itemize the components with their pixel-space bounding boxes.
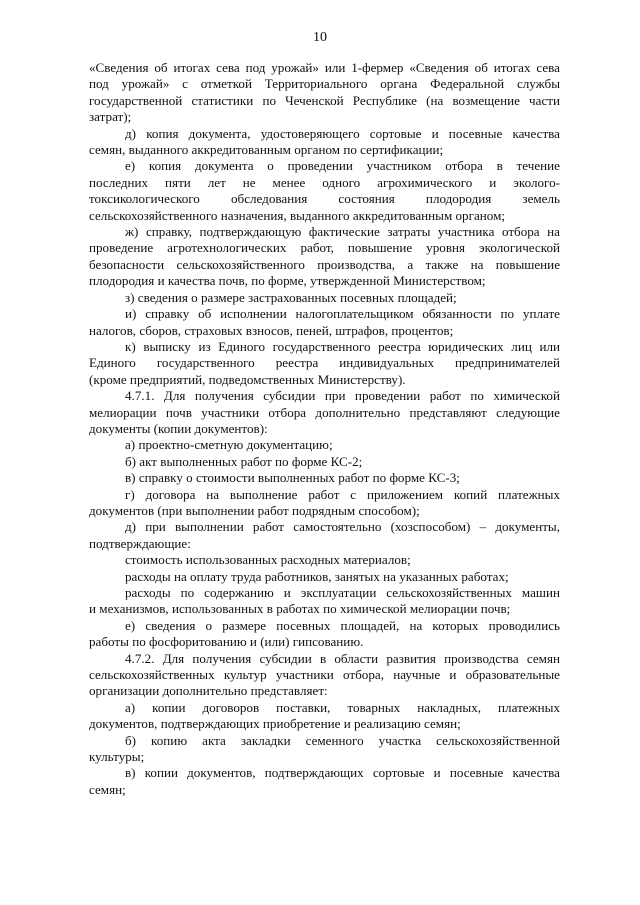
text-line: культуры; xyxy=(89,749,145,765)
text-line: б) акт выполненных работ по форме КС-2; xyxy=(125,453,363,469)
paragraph xyxy=(89,585,560,618)
page-number: 10 xyxy=(313,30,327,45)
text-line: документы (копии документов): xyxy=(89,420,268,436)
text-line: под урожай» с отметкой Территориального органа Федеральной службы xyxy=(89,76,560,92)
paragraph xyxy=(89,454,560,470)
paragraph xyxy=(89,733,560,766)
text-line: «Сведения об итогах сева под урожай» или 1-фермер «Сведения об итогах сева xyxy=(89,60,560,75)
text-line: организации дополнительно представляет: xyxy=(89,683,328,699)
text-line: сельскохозяйственных культур участники отбора, научные и образовательные xyxy=(89,667,560,683)
paragraph xyxy=(89,618,560,651)
paragraph xyxy=(89,651,560,700)
paragraph xyxy=(89,487,560,520)
text-line: расходы на оплату труда работников, занятых на указанных работах; xyxy=(125,568,509,584)
text-line: и механизмов, использованных в работах по химической мелиорации почв; xyxy=(89,601,511,617)
paragraph xyxy=(89,552,560,568)
text-line: ж) справку, подтверждающую фактические затраты участника отбора на xyxy=(125,224,560,240)
text-line: документов (при выполнении работ подрядным способом); xyxy=(89,502,420,518)
text-line: семян; xyxy=(89,781,126,797)
text-line: д) копия документа, удостоверяющего сортовые и посевные качества xyxy=(125,125,560,141)
text-line: безопасности сельскохозяйственного производства, а также на повышение xyxy=(89,256,560,272)
text-line: проведение агротехнологических работ, повышение уровня экологической xyxy=(89,240,560,256)
text-line: государственной статистики по Чеченской Республике (на возмещение части xyxy=(89,92,560,108)
text-line: последних пяти лет не менее одного агрохимического и эколого- xyxy=(89,174,560,190)
paragraph xyxy=(89,60,560,126)
text-line: е) копия документа о проведении участником отбора в течение xyxy=(125,158,560,174)
text-line: а) копии договоров поставки, товарных накладных, платежных xyxy=(125,699,560,715)
text-line: 4.7.2. Для получения субсидии в области развития производства семян xyxy=(125,650,560,666)
text-line: в) справку о стоимости выполненных работ по форме КС-3; xyxy=(125,470,460,486)
text-line: г) договора на выполнение работ с приложением копий платежных xyxy=(125,486,560,502)
paragraph xyxy=(89,158,560,224)
text-line: б) копию акта закладки семенного участка сельскохозяйственной xyxy=(125,732,560,748)
text-line: затрат); xyxy=(89,109,132,125)
paragraph xyxy=(89,569,560,585)
text-line: плодородия и качества почв, по форме, утвержденной Министерством; xyxy=(89,273,486,289)
paragraph xyxy=(89,126,560,159)
paragraph xyxy=(89,339,560,388)
paragraph xyxy=(89,290,560,306)
paragraph xyxy=(89,388,560,437)
paragraph xyxy=(89,224,560,290)
text-line: документов, подтверждающих приобретение и реализацию семян; xyxy=(89,716,461,732)
text-line: д) при выполнении работ самостоятельно (хозспособом) – документы, xyxy=(125,519,560,535)
text-line: и) справку об исполнении налогоплательщиком обязанности по уплате xyxy=(125,306,560,322)
text-line: работы по фосфоритованию и (или) гипсованию. xyxy=(89,634,364,650)
document-body xyxy=(89,60,560,798)
paragraph xyxy=(89,700,560,733)
paragraph xyxy=(89,519,560,552)
text-line: Единого государственного реестра индивидуальных предпринимателей xyxy=(89,355,560,371)
text-line: (кроме предприятий, подведомственных Министерству). xyxy=(89,371,406,387)
text-line: 4.7.1. Для получения субсидии при проведении работ по химической xyxy=(125,388,560,404)
text-line: сельскохозяйственного назначения, выданного аккредитованным органом; xyxy=(89,207,506,223)
text-line: а) проектно-сметную документацию; xyxy=(125,437,333,453)
paragraph xyxy=(89,765,560,798)
text-line: к) выписку из Единого государственного реестра юридических лиц или xyxy=(125,338,560,354)
paragraph xyxy=(89,437,560,453)
text-line: мелиорации почв участники отбора дополнительно представляют следующие xyxy=(89,404,560,420)
text-line: токсикологического обследования состояния плодородия земель xyxy=(89,191,560,207)
text-line: налогов, сборов, страховых взносов, пеней, штрафов, процентов; xyxy=(89,322,454,338)
paragraph xyxy=(89,470,560,486)
text-line: в) копии документов, подтверждающих сортовые и посевные качества xyxy=(125,765,560,781)
text-line: подтверждающие: xyxy=(89,535,191,551)
text-line: расходы по содержанию и эксплуатации сельскохозяйственных машин xyxy=(125,585,560,600)
text-line: з) сведения о размере застрахованных посевных площадей; xyxy=(125,289,457,305)
text-line: стоимость использованных расходных материалов; xyxy=(125,552,411,568)
text-line: семян, выданного аккредитованным органом по сертификации; xyxy=(89,142,444,158)
paragraph xyxy=(89,306,560,339)
text-line: е) сведения о размере посевных площадей, на которых проводились xyxy=(125,617,560,633)
